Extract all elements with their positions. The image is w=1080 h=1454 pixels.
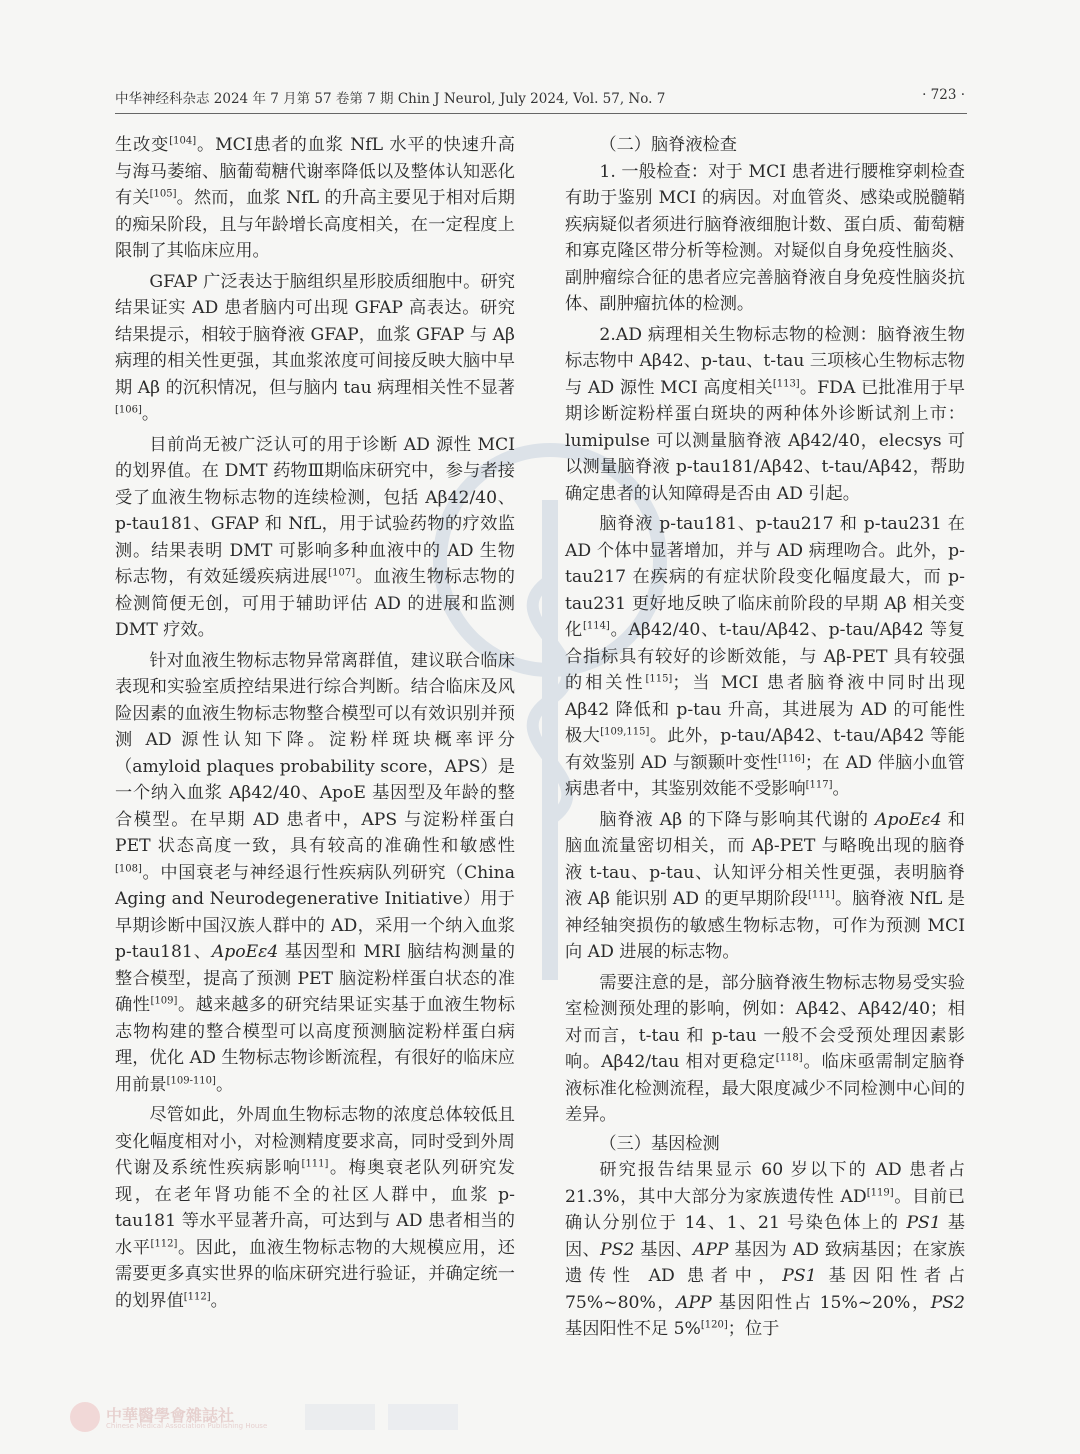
citation: [105] [149, 188, 177, 200]
paragraph: GFAP 广泛表达于脑组织星形胶质细胞中。研究结果证实 AD 患者脑内可出现 GFAP 高表达。研究结果提示，相较于脑脊液 GFAP，血浆 GFAP 与 Aβ 病理的相关性更强，其血浆浓度可间接反映大脑中早期 Aβ 的沉积情况，但与脑内 tau 病理相关性不显著[106]。 [115, 271, 515, 424]
citation: [104] [169, 135, 197, 147]
watermark-block-icon [305, 1404, 375, 1430]
citation: [119] [866, 1186, 894, 1198]
citation: [111] [808, 889, 835, 901]
watermark-block-icon [388, 1404, 458, 1430]
paragraph: 尽管如此，外周血生物标志物的浓度总体较低且变化幅度相对小，对检测精度要求高，同时受到外周代谢及系统性疾病影响[111]。梅奥衰老队列研究发现，在老年肾功能不全的社区人群中，血浆 p-tau181 等水平显著升高，可达到与 AD 患者相当的水平[112]。因此，血液生物标志物的大规模应用，还需要更多真实世界的临床研究进行验证，并确定统一的划界值[112]。 [115, 1105, 515, 1311]
gene-name: PS1 [906, 1213, 941, 1233]
citation: [120] [700, 1319, 728, 1331]
citation: [109,115] [600, 726, 650, 738]
gene-name: APP [676, 1292, 712, 1313]
right-column [565, 132, 965, 1343]
gene-name: ApoEε4 [875, 809, 942, 830]
header-rule [115, 113, 967, 114]
publisher-name-en: Chinese Medical Association Publishing House [106, 1422, 268, 1430]
citation: [117] [805, 779, 833, 791]
citation: [113] [772, 377, 800, 389]
section-heading: （三）基因检测 [599, 1133, 720, 1154]
citation: [108] [115, 862, 142, 874]
paragraph: 目前尚无被广泛认可的用于诊断 AD 源性 MCI 的划界值。在 DMT 药物Ⅲ期临床研究中，参与者接受了血液生物标志物的连续检测，包括 Aβ42/40、p-tau181、GFAP 和 NfL，用于试验药物的疗效监测。结果表明 DMT 可影响多种血液中的 AD 生物标志物，有效延缓疾病进展[107]。血液生物标志物的检测简便无创，可用于辅助评估 AD 的进展和监测 DMT 疗效。 [115, 434, 515, 640]
paragraph: 脑脊液 Aβ 的下降与影响其代谢的 ApoEε4 和脑血流量密切相关，而 Aβ-PET 与略晚出现的脑脊液 t-tau、p-tau、认知评分相关性更强，表明脑脊液 Aβ 能识别 AD 的更早期阶段[111]。脑脊液 NfL 是神经轴突损伤的敏感生物标志物，可作为预测 MCI 向 AD 进展的标志物。 [565, 809, 965, 962]
citation: [109-110] [166, 1074, 216, 1086]
page-number: · 723 · [922, 87, 965, 103]
publisher-logo [70, 1400, 470, 1434]
left-column [115, 132, 515, 1314]
citation: [116] [778, 752, 805, 764]
gene-name: PS1 [782, 1266, 817, 1286]
paragraph: 生改变[104]。MCI患者的血浆 NfL 水平的快速升高与海马萎缩、脑葡萄糖代谢率降低以及整体认知恶化有关[105]。然而，血浆 NfL 的升高主要见于相对后期的痴呆阶段，且与年龄增长高度相关，在一定程度上限制了其临床应用。 [115, 135, 515, 261]
gene-name: PS2 [930, 1292, 965, 1313]
citation: [106] [115, 404, 142, 416]
paragraph: 1. 一般检查：对于 MCI 患者进行腰椎穿刺检查有助于鉴别 MCI 的病因。对血管炎、感染或脱髓鞘疾病疑似者须进行脑脊液细胞计数、蛋白质、葡萄糖和寡克隆区带分析等检测。对疑似自身免疫性脑炎、副肿瘤综合征的患者应完善脑脊液自身免疫性脑炎抗体、副肿瘤抗体的检测。 [565, 161, 965, 314]
paragraph: 研究报告结果显示 60 岁以下的 AD 患者占 21.3%，其中大部分为家族遗传性 AD[119]。目前已确认分别位于 14、1、21 号染色体上的 PS1 基因、PS2 基因、APP 基因为 AD 致病基因；在家族遗传性 AD 患者中，PS1 基因阳性者占 75%~80%，APP 基因阳性占 15%~20%，PS2 基因阳性不足 5%[120]；位于 [565, 1160, 965, 1339]
gene-name: ApoEε4 [211, 942, 279, 962]
citation: [112] [183, 1290, 211, 1302]
paragraph: 2.AD 病理相关生物标志物的检测：脑脊液生物标志物中 Aβ42、p-tau、t-tau 三项核心生物标志物与 AD 源性 MCI 高度相关[113]。FDA 已批准用于早期诊断淀粉样蛋白斑块的两种体外诊断试剂上市：lumipulse 可以测量脑脊液 Aβ42/40，elecsys 可以测量脑脊液 p-tau181/Aβ42、t-tau/Aβ42，帮助确定患者的认知障碍是否由 AD 引起。 [565, 324, 965, 504]
running-header [115, 87, 965, 109]
journal-citation: 中华神经科杂志 2024 年 7 月第 57 卷第 7 期 Chin J Neurol, July 2024, Vol. 57, No. 7 [115, 91, 666, 107]
paragraph: 需要注意的是，部分脑脊液生物标志物易受实验室检测预处理的影响，例如：Aβ42、Aβ42/40；相对而言，t-tau 和 p-tau 一般不会受预处理因素影响。Aβ42/tau 相对更稳定[118]。临床亟需制定脑脊液标准化检测流程，最大限度减少不同检测中心间的差异。 [565, 972, 965, 1125]
citation: [111] [301, 1158, 329, 1170]
flower-logo-icon [70, 1402, 100, 1432]
citation: [114] [582, 620, 610, 632]
citation: [107] [328, 567, 356, 579]
gene-name: PS2 [600, 1239, 635, 1260]
publisher-name: 中華醫學會雜誌社 [106, 1406, 235, 1425]
section-heading: （二）脑脊液检查 [599, 135, 737, 155]
paragraph: 针对血液生物标志物异常离群值，建议联合临床表现和实验室质控结果进行综合判断。结合临床及风险因素的血液生物标志物整合模型可以有效识别并预测 AD 源性认知下降。淀粉样斑块概率评分（amyloid plaques probability score，APS）是一个纳入血浆 Aβ42/40、ApoE 基因型及年龄的整合模型。在早期 AD 患者中，APS 与淀粉样蛋白 PET 状态高度一致，具有较高的准确性和敏感性[108]。中国衰老与神经退行性疾病队列研究（China Aging and Neurodegenerative Initiative）用于早期诊断中国汉族人群中的 AD，采用一个纳入血浆 p-tau181、ApoEε4 基因型和 MRI 脑结构测量的整合模型，提高了预测 PET 脑淀粉样蛋白状态的准确性[109]。越来越多的研究结果证实基于血液生物标志物构建的整合模型可以高度预测脑淀粉样蛋白病理，优化 AD 生物标志物诊断流程，有很好的临床应用前景[109-110]。 [115, 650, 515, 1095]
paragraph: 脑脊液 p-tau181、p-tau217 和 p-tau231 在 AD 个体中显著增加，并与 AD 病理吻合。此外，p-tau217 在疾病的有症状阶段变化幅度最大，而 p-tau231 更好地反映了临床前阶段的早期 Aβ 相关变化[114]。Aβ42/40、t-tau/Aβ42、p-tau/Aβ42 等复合指标具有较好的诊断效能，与 Aβ-PET 具有较强的相关性[115]；当 MCI 患者脑脊液中同时出现 Aβ42 降低和 p-tau 升高，其进展为 AD 的可能性极大[109,115]。此外，p-tau/Aβ42、t-tau/Aβ42 等能有效鉴别 AD 与额颞叶变性[116]；在 AD 伴脑小血管病患者中，其鉴别效能不受影响[117]。 [565, 514, 965, 799]
citation: [115] [645, 673, 673, 685]
citation: [118] [775, 1052, 803, 1064]
gene-name: APP [692, 1239, 729, 1260]
citation: [109] [150, 995, 178, 1007]
citation: [112] [150, 1237, 178, 1249]
